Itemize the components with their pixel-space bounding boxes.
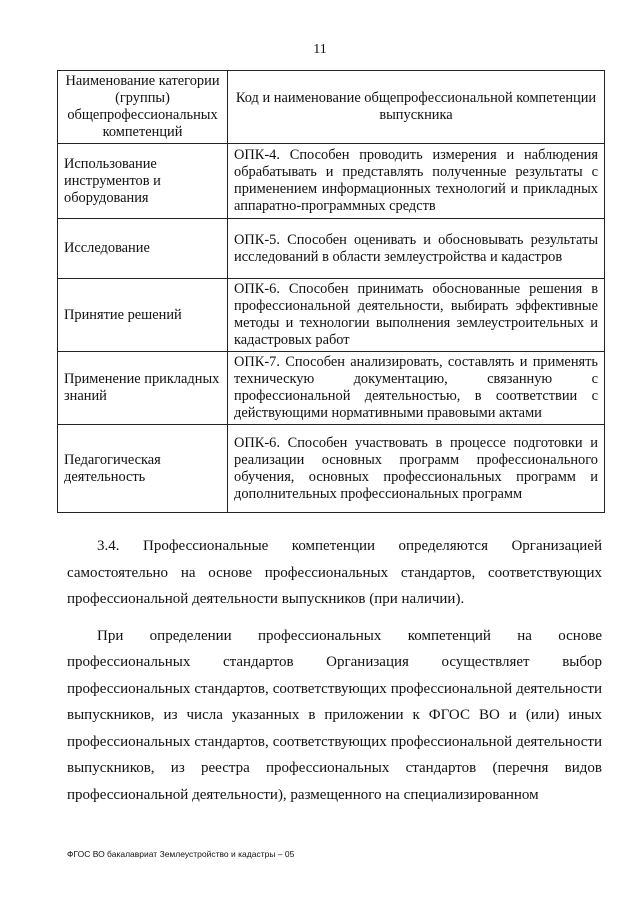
- row-category: Исследование: [58, 219, 228, 279]
- header-category: Наименование категории (группы) общепрофессиональных компетенций: [58, 71, 228, 144]
- table-row: [58, 279, 605, 352]
- competence-table: [57, 70, 605, 513]
- row-competence: ОПК-6. Способен принимать обоснованные решения в профессиональной деятельности, выбирать эффективные методы и технологии выполнения землеустроительных и кадастровых работ: [228, 279, 605, 352]
- row-category: Педагогическая деятельность: [58, 425, 228, 513]
- row-category: Применение прикладных знаний: [58, 352, 228, 425]
- paragraph: 3.4. Профессиональные компетенции определяются Организацией самостоятельно на основе профессиональных стандартов, соответствующих профессиональной деятельности выпускников (при наличии).: [67, 538, 602, 607]
- paragraph: При определении профессиональных компетенций на основе профессиональных стандартов Организация осуществляет выбор профессиональных стандартов, соответствующих профессиональной деятельности выпускников, из числа указанных в приложении к ФГОС ВО и (или) иных профессиональных стандартов, соответствующих профессиональной деятельности выпускников, из реестра профессиональных стандартов (перечня видов профессиональной деятельности), размещенного на специализированном: [67, 627, 602, 803]
- body-text: [67, 533, 602, 818]
- table-row: [58, 352, 605, 425]
- footer-note: ФГОС ВО бакалавриат Землеустройство и кадастры – 05: [67, 849, 295, 859]
- header-competence: Код и наименование общепрофессиональной компетенции выпускника: [228, 71, 605, 144]
- row-competence: ОПК-7. Способен анализировать, составлять и применять техническую документацию, связанную с профессиональной деятельностью, в соответствии с действующими нормативными правовыми актами: [228, 352, 605, 425]
- row-competence: ОПК-4. Способен проводить измерения и наблюдения обрабатывать и представлять полученные результаты с применением информационных технологий и прикладных аппаратно-программных средств: [228, 144, 605, 219]
- table-row: [58, 219, 605, 279]
- row-category: Использование инструментов и оборудования: [58, 144, 228, 219]
- table-row: [58, 425, 605, 513]
- page-number: 11: [313, 42, 327, 57]
- row-category: Принятие решений: [58, 279, 228, 352]
- row-competence: ОПК-6. Способен участвовать в процессе подготовки и реализации основных программ профессионального обучения, основных профессиональных программ и дополнительных профессиональных программ: [228, 425, 605, 513]
- table-header-row: [58, 71, 605, 144]
- table-row: [58, 144, 605, 219]
- row-competence: ОПК-5. Способен оценивать и обосновывать результаты исследований в области землеустройства и кадастров: [228, 219, 605, 279]
